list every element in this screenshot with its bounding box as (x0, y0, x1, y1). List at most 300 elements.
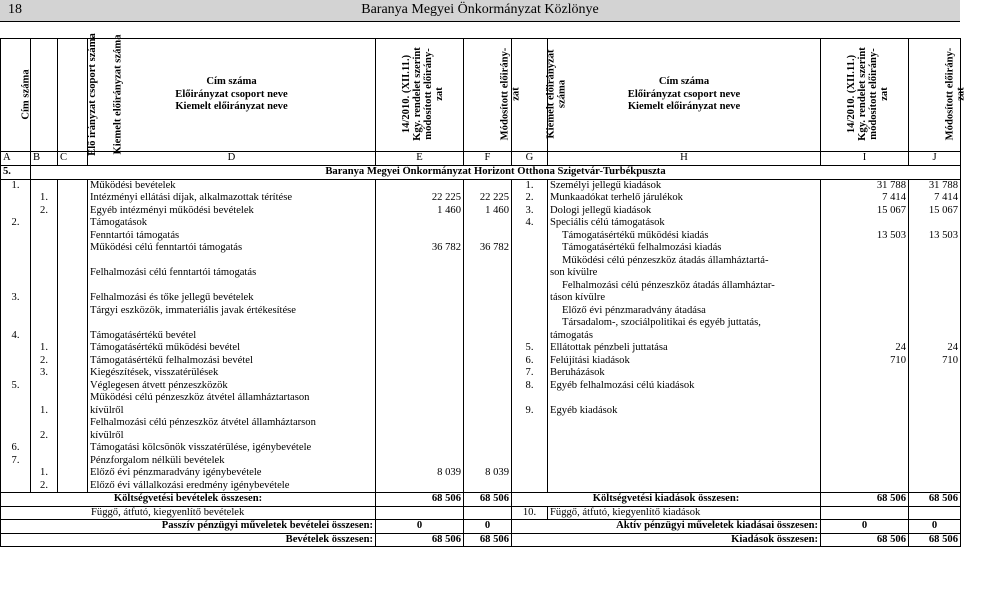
row-kiadas-name (548, 467, 821, 480)
page-header-bar (0, 0, 960, 22)
row-bevetel-name: Támogatásértékű működési bevétel (88, 342, 376, 355)
row-kiadas-number (512, 417, 548, 430)
grand-total-row (1, 533, 961, 547)
bev-ossz-label: Bevételek összesen: (1, 533, 376, 547)
row-csoport-number (31, 242, 58, 255)
table-row (1, 392, 961, 405)
row-kiadas-eredeti (821, 417, 909, 430)
row-kiadas-eredeti: 31 788 (821, 179, 909, 192)
col-letter: D (88, 152, 376, 166)
row-kiadas-eredeti (821, 292, 909, 305)
row-kiadas-eredeti (821, 392, 909, 405)
row-bevetel-name: Támogatásértékű felhalmozási bevétel (88, 355, 376, 368)
row-csoport-number (31, 392, 58, 405)
row-cim-number (1, 267, 31, 280)
row-csoport-number (31, 305, 58, 318)
row-kiadas-eredeti (821, 367, 909, 380)
row-bevetel-name: kívülről (88, 430, 376, 443)
row-csoport-number (31, 280, 58, 293)
row-kiadas-eredeti: 13 503 (821, 230, 909, 243)
row-kiadas-modositott (909, 405, 961, 418)
table-row (1, 480, 961, 493)
row-bevetel-modositott (464, 367, 512, 380)
row-kiemelt-number (58, 330, 88, 343)
row-kiadas-eredeti: 24 (821, 342, 909, 355)
row-kiadas-number: 2. (512, 192, 548, 205)
row-bevetel-modositott (464, 330, 512, 343)
row-csoport-number (31, 255, 58, 268)
row-bevetel-eredeti (376, 217, 464, 230)
row-kiadas-modositott (909, 455, 961, 468)
row-kiadas-name: táson kívülre (548, 292, 821, 305)
row-bevetel-modositott (464, 480, 512, 493)
row-cim-number (1, 255, 31, 268)
row-csoport-number (31, 330, 58, 343)
bev-ossz-f: 68 506 (464, 533, 512, 547)
row-cim-number (1, 367, 31, 380)
row-bevetel-modositott (464, 417, 512, 430)
row-kiadas-modositott: 710 (909, 355, 961, 368)
row-bevetel-eredeti (376, 417, 464, 430)
row-kiemelt-number (58, 367, 88, 380)
table-row (1, 367, 961, 380)
row-bevetel-eredeti (376, 455, 464, 468)
row-bevetel-name: Működési bevételek (88, 179, 376, 192)
row-csoport-number: 2. (31, 480, 58, 493)
row-bevetel-name: Egyéb intézményi működési bevételek (88, 205, 376, 218)
header-modositott-right: Módosított előirány- zat (909, 39, 961, 152)
header-name-right: Cím száma Előirányzat csoport neve Kiemelt előirányzat neve (548, 39, 821, 152)
row-kiemelt-number (58, 242, 88, 255)
row-bevetel-modositott (464, 317, 512, 330)
column-letters-row (1, 152, 961, 166)
row-bevetel-name (88, 280, 376, 293)
row-kiadas-modositott (909, 280, 961, 293)
row-csoport-number (31, 292, 58, 305)
row-kiadas-modositott (909, 255, 961, 268)
row-bevetel-modositott (464, 292, 512, 305)
row-kiadas-number: 3. (512, 205, 548, 218)
row-kiadas-name: Előző évi pénzmaradvány átadása (548, 305, 821, 318)
row-bevetel-name: Felhalmozási célú pénzeszköz átvétel államháztarson (88, 417, 376, 430)
row-kiadas-number (512, 242, 548, 255)
kolts-kiad-i: 68 506 (821, 493, 909, 507)
fuggo-bev-label: Függő, átfutó, kiegyenlítő bevételek (1, 506, 376, 520)
col-letter: I (821, 152, 909, 166)
row-bevetel-modositott (464, 380, 512, 393)
row-kiadas-name: Támogatásértékű felhalmozási kiadás (548, 242, 821, 255)
row-cim-number (1, 405, 31, 418)
row-bevetel-name: Előző évi vállalkozási eredmény igénybevétele (88, 480, 376, 493)
row-cim-number (1, 392, 31, 405)
row-kiadas-name (548, 392, 821, 405)
row-cim-number: 1. (1, 179, 31, 192)
row-csoport-number (31, 417, 58, 430)
row-kiemelt-number (58, 355, 88, 368)
row-kiadas-modositott (909, 467, 961, 480)
institution-number: 5. (1, 165, 31, 179)
row-kiadas-name (548, 455, 821, 468)
row-kiadas-modositott (909, 367, 961, 380)
table-row (1, 217, 961, 230)
row-bevetel-modositott: 36 782 (464, 242, 512, 255)
row-kiadas-number: 4. (512, 217, 548, 230)
row-cim-number: 7. (1, 455, 31, 468)
row-bevetel-eredeti (376, 342, 464, 355)
row-bevetel-name: Felhalmozási és tőke jellegű bevételek (88, 292, 376, 305)
row-cim-number (1, 280, 31, 293)
table-row (1, 292, 961, 305)
row-bevetel-name: Kiegészítések, visszatérülések (88, 367, 376, 380)
row-kiadas-name: Egyéb kiadások (548, 405, 821, 418)
header-kgy-left: 14/2010. (XII.11.) Kgy. rendelet szerint módosított előirány- zat (376, 39, 464, 152)
row-csoport-number (31, 442, 58, 455)
row-bevetel-modositott (464, 455, 512, 468)
row-kiemelt-number (58, 255, 88, 268)
row-cim-number (1, 317, 31, 330)
passziv-f: 0 (464, 520, 512, 534)
row-bevetel-eredeti: 1 460 (376, 205, 464, 218)
row-kiadas-name: Felújítási kiadások (548, 355, 821, 368)
row-kiadas-name: Társadalom-, szociálpolitikai és egyéb juttatás, (548, 317, 821, 330)
kiad-ossz-j: 68 506 (909, 533, 961, 547)
row-bevetel-modositott (464, 179, 512, 192)
row-bevetel-name: Fenntartói támogatás (88, 230, 376, 243)
row-cim-number: 6. (1, 442, 31, 455)
row-bevetel-name: kívülről (88, 405, 376, 418)
row-bevetel-name: Támogatások (88, 217, 376, 230)
table-row (1, 430, 961, 443)
row-kiadas-number (512, 230, 548, 243)
kolts-kiad-j: 68 506 (909, 493, 961, 507)
header-kiemelt-szama: Kiemelt előirányzat száma (58, 39, 88, 152)
table-row (1, 230, 961, 243)
row-bevetel-eredeti (376, 355, 464, 368)
table-row (1, 305, 961, 318)
row-cim-number (1, 342, 31, 355)
row-bevetel-modositott (464, 230, 512, 243)
row-csoport-number (31, 230, 58, 243)
row-bevetel-modositott: 8 039 (464, 467, 512, 480)
row-bevetel-name: Működési célú pénzeszköz átvétel államháztartason (88, 392, 376, 405)
kolts-bev-f: 68 506 (464, 493, 512, 507)
row-bevetel-eredeti (376, 480, 464, 493)
row-kiadas-modositott (909, 417, 961, 430)
row-csoport-number: 1. (31, 192, 58, 205)
row-kiadas-name (548, 480, 821, 493)
row-kiadas-modositott: 15 067 (909, 205, 961, 218)
row-bevetel-modositott (464, 392, 512, 405)
publication-title: Baranya Megyei Önkormányzat Közlönye (361, 2, 599, 17)
row-kiadas-number (512, 330, 548, 343)
row-kiadas-eredeti (821, 442, 909, 455)
row-csoport-number: 2. (31, 430, 58, 443)
col-letter: B (31, 152, 58, 166)
fuggo-row (1, 506, 961, 520)
bev-ossz-e: 68 506 (376, 533, 464, 547)
row-kiadas-name: Beruházások (548, 367, 821, 380)
table-row (1, 192, 961, 205)
row-kiemelt-number (58, 380, 88, 393)
col-letter: H (548, 152, 821, 166)
row-cim-number (1, 305, 31, 318)
table-row (1, 179, 961, 192)
row-cim-number (1, 417, 31, 430)
row-kiadas-number (512, 317, 548, 330)
row-kiadas-eredeti (821, 480, 909, 493)
kiad-ossz-label: Kiadások összesen: (512, 533, 821, 547)
row-kiadas-modositott: 7 414 (909, 192, 961, 205)
row-kiadas-eredeti (821, 242, 909, 255)
row-kiemelt-number (58, 280, 88, 293)
row-kiemelt-number (58, 230, 88, 243)
row-kiadas-name: Dologi jellegű kiadások (548, 205, 821, 218)
row-bevetel-name: Támogatási kölcsönök visszatérülése, igénybevétele (88, 442, 376, 455)
row-kiadas-eredeti (821, 317, 909, 330)
row-kiemelt-number (58, 305, 88, 318)
row-kiadas-number (512, 442, 548, 455)
row-kiadas-name: Egyéb felhalmozási célú kiadások (548, 380, 821, 393)
row-kiadas-name: Munkaadókat terhelő járulékok (548, 192, 821, 205)
header-cim-szama: Cím száma (1, 39, 31, 152)
row-kiadas-eredeti (821, 467, 909, 480)
totals-body (1, 493, 961, 547)
row-kiadas-name: Támogatásértékű működési kiadás (548, 230, 821, 243)
row-bevetel-modositott (464, 267, 512, 280)
row-bevetel-name (88, 255, 376, 268)
passziv-e: 0 (376, 520, 464, 534)
row-bevetel-eredeti (376, 330, 464, 343)
row-kiadas-eredeti (821, 280, 909, 293)
row-kiadas-name: Speciális célú támogatások (548, 217, 821, 230)
row-kiadas-name: Felhalmozási célú pénzeszköz átadás államháztar- (548, 280, 821, 293)
row-kiemelt-number (58, 292, 88, 305)
passziv-label: Passzív pénzügyi műveletek bevételei összesen: (1, 520, 376, 534)
row-csoport-number: 2. (31, 355, 58, 368)
row-kiemelt-number (58, 405, 88, 418)
table-row (1, 317, 961, 330)
row-bevetel-name: Támogatásértékű bevétel (88, 330, 376, 343)
row-kiadas-number: 8. (512, 380, 548, 393)
row-kiadas-modositott (909, 217, 961, 230)
table-row (1, 255, 961, 268)
table-row (1, 355, 961, 368)
table-row (1, 442, 961, 455)
row-kiadas-modositott (909, 242, 961, 255)
row-csoport-number (31, 317, 58, 330)
row-bevetel-eredeti (376, 405, 464, 418)
row-kiadas-number (512, 255, 548, 268)
col-letter: F (464, 152, 512, 166)
row-bevetel-eredeti (376, 292, 464, 305)
row-bevetel-modositott (464, 430, 512, 443)
row-kiadas-modositott (909, 292, 961, 305)
row-kiadas-modositott (909, 442, 961, 455)
table-row (1, 417, 961, 430)
row-bevetel-modositott (464, 217, 512, 230)
col-letter: G (512, 152, 548, 166)
table-row (1, 405, 961, 418)
table-row (1, 330, 961, 343)
row-kiadas-eredeti (821, 330, 909, 343)
row-csoport-number: 2. (31, 205, 58, 218)
row-kiadas-number: 7. (512, 367, 548, 380)
row-kiadas-eredeti: 710 (821, 355, 909, 368)
row-kiadas-name: son kívülre (548, 267, 821, 280)
row-kiemelt-number (58, 342, 88, 355)
row-kiadas-name: Ellátottak pénzbeli juttatása (548, 342, 821, 355)
page-number: 18 (8, 2, 22, 17)
row-bevetel-name: Előző évi pénzmaradvány igénybevétele (88, 467, 376, 480)
row-bevetel-eredeti (376, 305, 464, 318)
row-kiadas-modositott (909, 305, 961, 318)
passziv-aktiv-row (1, 520, 961, 534)
row-kiadas-eredeti: 15 067 (821, 205, 909, 218)
row-kiemelt-number (58, 417, 88, 430)
row-kiemelt-number (58, 317, 88, 330)
header-row (1, 39, 961, 152)
row-bevetel-eredeti (376, 255, 464, 268)
table-row (1, 380, 961, 393)
table-row (1, 280, 961, 293)
koltsegvetesi-total-row (1, 493, 961, 507)
row-kiadas-number: 1. (512, 179, 548, 192)
row-bevetel-name: Felhalmozási célú fenntartói támogatás (88, 267, 376, 280)
row-kiadas-modositott: 13 503 (909, 230, 961, 243)
row-kiadas-eredeti (821, 455, 909, 468)
row-bevetel-name: Működési célú fenntartói támogatás (88, 242, 376, 255)
table-row (1, 242, 961, 255)
row-kiadas-name (548, 442, 821, 455)
row-cim-number: 3. (1, 292, 31, 305)
row-kiadas-modositott (909, 267, 961, 280)
row-bevetel-modositott (464, 280, 512, 293)
row-kiadas-number (512, 455, 548, 468)
row-bevetel-modositott: 1 460 (464, 205, 512, 218)
table-row (1, 342, 961, 355)
row-kiadas-modositott (909, 430, 961, 443)
aktiv-label: Aktív pénzügyi műveletek kiadásai összesen: (512, 520, 821, 534)
row-cim-number (1, 205, 31, 218)
row-cim-number: 2. (1, 217, 31, 230)
row-cim-number: 5. (1, 380, 31, 393)
row-kiemelt-number (58, 442, 88, 455)
aktiv-i: 0 (821, 520, 909, 534)
row-kiadas-number (512, 480, 548, 493)
row-kiemelt-number (58, 480, 88, 493)
row-kiadas-eredeti: 7 414 (821, 192, 909, 205)
table-row (1, 205, 961, 218)
institution-row (1, 165, 961, 179)
row-kiadas-number: 9. (512, 405, 548, 418)
row-kiadas-eredeti (821, 255, 909, 268)
col-letter: C (58, 152, 88, 166)
row-kiadas-modositott: 31 788 (909, 179, 961, 192)
row-kiadas-number (512, 292, 548, 305)
aktiv-j: 0 (909, 520, 961, 534)
row-bevetel-name: Intézményi ellátási díjak, alkalmazottak térítése (88, 192, 376, 205)
row-kiadas-number (512, 467, 548, 480)
row-bevetel-name: Pénzforgalom nélküli bevételek (88, 455, 376, 468)
row-csoport-number: 1. (31, 342, 58, 355)
row-cim-number (1, 230, 31, 243)
row-bevetel-eredeti (376, 442, 464, 455)
col-letter: A (1, 152, 31, 166)
table-row (1, 455, 961, 468)
row-kiadas-modositott (909, 317, 961, 330)
row-bevetel-eredeti (376, 317, 464, 330)
institution-title: Baranya Megyei Önkormányzat Horizont Otthona Szigetvár-Turbékpuszta (31, 165, 961, 179)
row-kiemelt-number (58, 217, 88, 230)
row-csoport-number (31, 455, 58, 468)
row-kiadas-modositott (909, 480, 961, 493)
row-kiadas-eredeti (821, 430, 909, 443)
row-cim-number (1, 242, 31, 255)
row-kiadas-number (512, 280, 548, 293)
budget-table (0, 32, 967, 547)
row-kiadas-name: Működési célú pénzeszköz átadás államháztartá- (548, 255, 821, 268)
row-csoport-number (31, 217, 58, 230)
header-kiemelt-right: Kiemelt előirányzat száma (512, 39, 548, 152)
row-kiemelt-number (58, 430, 88, 443)
col-letter: E (376, 152, 464, 166)
row-csoport-number: 1. (31, 467, 58, 480)
row-csoport-number (31, 179, 58, 192)
kolts-kiad-label: Költségvetési kiadások összesen: (512, 493, 821, 507)
row-bevetel-eredeti (376, 430, 464, 443)
row-bevetel-modositott: 22 225 (464, 192, 512, 205)
kiad-ossz-i: 68 506 (821, 533, 909, 547)
table-body (1, 32, 967, 493)
header-name-left: Cím száma Előirányzat csoport neve Kiemelt előirányzat neve (88, 39, 376, 152)
row-bevetel-name: Véglegesen átvett pénzeszközök (88, 380, 376, 393)
row-kiadas-modositott (909, 380, 961, 393)
row-cim-number (1, 467, 31, 480)
table-row (1, 467, 961, 480)
row-csoport-number: 1. (31, 405, 58, 418)
row-bevetel-eredeti (376, 179, 464, 192)
row-kiemelt-number (58, 267, 88, 280)
row-bevetel-eredeti (376, 280, 464, 293)
row-bevetel-modositott (464, 442, 512, 455)
row-bevetel-eredeti (376, 367, 464, 380)
row-cim-number (1, 480, 31, 493)
row-bevetel-eredeti (376, 380, 464, 393)
row-cim-number (1, 430, 31, 443)
row-bevetel-eredeti: 36 782 (376, 242, 464, 255)
col-letter: J (909, 152, 961, 166)
row-kiadas-number (512, 392, 548, 405)
row-kiemelt-number (58, 455, 88, 468)
table-row (1, 267, 961, 280)
header-csoport-szama: Elő irányzat csoport száma (31, 39, 58, 152)
row-kiadas-name: támogatás (548, 330, 821, 343)
row-kiadas-modositott: 24 (909, 342, 961, 355)
row-bevetel-name: Tárgyi eszközök, immateriális javak értékesítése (88, 305, 376, 318)
row-cim-number: 4. (1, 330, 31, 343)
header-kgy-right: 14/2010. (XII.11.) Kgy. rendelet szerint módosított előirány- zat (821, 39, 909, 152)
row-kiemelt-number (58, 392, 88, 405)
row-kiadas-eredeti (821, 267, 909, 280)
row-kiadas-eredeti (821, 405, 909, 418)
row-cim-number (1, 355, 31, 368)
row-kiemelt-number (58, 205, 88, 218)
row-bevetel-modositott (464, 305, 512, 318)
row-kiadas-eredeti (821, 305, 909, 318)
kolts-bev-label: Költségvetési bevételek összesen: (1, 493, 376, 507)
row-kiadas-name (548, 430, 821, 443)
row-csoport-number (31, 380, 58, 393)
